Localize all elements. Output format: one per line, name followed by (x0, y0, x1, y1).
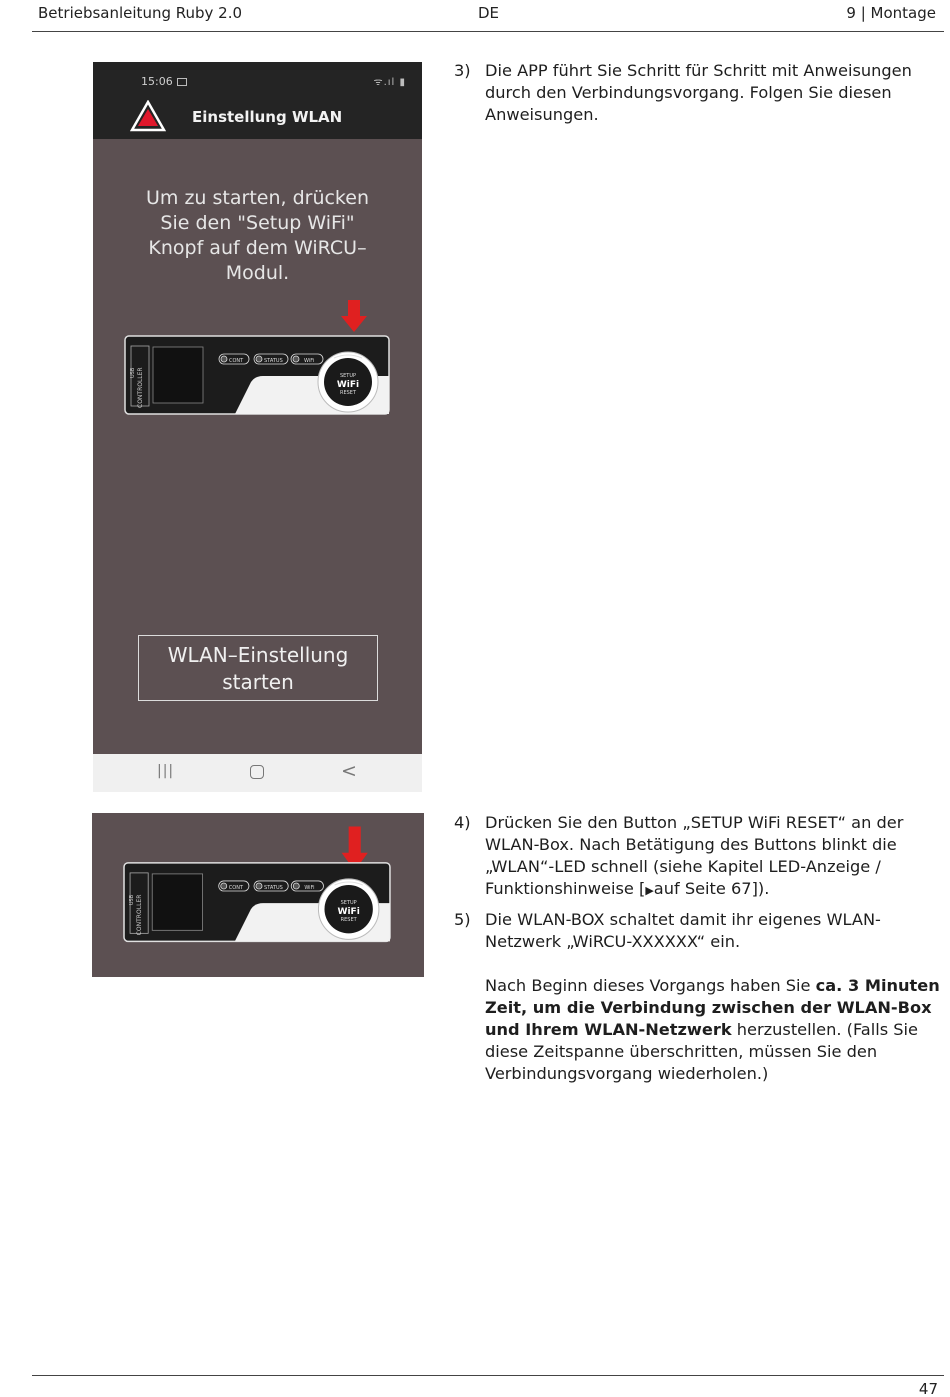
step-number: 3) (454, 61, 471, 80)
header-chapter: 9 | Montage (846, 4, 936, 22)
svg-text:RESET: RESET (340, 917, 357, 924)
back-icon[interactable]: < (341, 760, 357, 782)
svg-text:WiFi: WiFi (336, 380, 360, 390)
step-number: 4) (454, 813, 471, 832)
red-arrow-icon (341, 300, 367, 332)
page-number: 47 (918, 1380, 938, 1397)
time-note (454, 975, 940, 1085)
recent-apps-icon[interactable]: ||| (157, 763, 175, 779)
gallery-notification-icon (177, 78, 187, 86)
instruction-line: Sie den "Setup WiFi" (160, 212, 355, 234)
instruction-line: Um zu starten, drücken (146, 187, 369, 209)
svg-text:CONTROLLER: CONTROLLER (137, 367, 144, 408)
module-closeup-image (92, 813, 424, 977)
note-text: Nach Beginn dieses Vorgangs haben Sie (485, 976, 816, 995)
signal-battery-icon: ᯤ.ıl ▮ (373, 77, 406, 88)
status-time: 15:06 (141, 75, 173, 88)
header-document-title: Betriebsanleitung Ruby 2.0 (38, 4, 243, 22)
step-item (454, 909, 940, 953)
svg-text:USB: USB (129, 894, 136, 906)
wircu-module-illustration (123, 300, 393, 420)
step-text: Die APP führt Sie Schritt für Schritt mit Anweisungen durch den Verbindungsvorgang. Folgen Sie diesen Anweisungen. (485, 61, 912, 124)
step-text: Die WLAN-BOX schaltet damit ihr eigenes WLAN-Netzwerk „WiRCU-XXXXXX“ ein. (485, 910, 881, 951)
note-bold-text: ca. 3 Minuten Zeit, um die Verbindung zwischen der WLAN-Box und Ihrem WLAN-Netzwerk (485, 976, 940, 1039)
instruction-line: Knopf auf dem WiRCU– (148, 237, 367, 259)
page-link-arrow-icon[interactable]: ▶ (645, 884, 654, 897)
start-button-line: starten (222, 670, 294, 694)
footer-divider (32, 1375, 944, 1376)
svg-text:CONT: CONT (229, 358, 244, 364)
svg-text:WiFi: WiFi (304, 358, 315, 364)
step-number: 5) (454, 910, 471, 929)
app-logo-icon (130, 100, 166, 132)
svg-text:STATUS: STATUS (264, 885, 283, 892)
step-text: Drücken Sie den Button „SETUP WiFi RESET“ an der WLAN-Box. Nach Betätigung des Buttons blinkt die „WLAN“-LED schnell (siehe Kapitel LED-Anzeige / Funktionshinweise [ (485, 813, 904, 898)
svg-text:SETUP: SETUP (340, 900, 357, 907)
instruction-line: Modul. (225, 262, 290, 284)
setup-instruction (123, 186, 392, 286)
phone-top-bar (93, 62, 422, 139)
home-icon[interactable] (250, 765, 264, 779)
svg-text:RESET: RESET (339, 390, 357, 396)
header-language: DE (478, 4, 500, 22)
svg-text:USB: USB (130, 367, 136, 378)
app-title: Einstellung WLAN (192, 108, 343, 126)
step-text-end: ]). (751, 879, 770, 898)
wircu-module-closeup (122, 825, 394, 949)
android-nav-bar (93, 754, 422, 792)
start-button-line: WLAN–Einstellung (167, 643, 349, 667)
svg-text:WiFi: WiFi (337, 907, 360, 918)
page-reference-link[interactable]: auf Seite 67 (653, 879, 752, 898)
step-3 (454, 60, 940, 126)
svg-text:CONTROLLER: CONTROLLER (136, 894, 144, 936)
svg-text:WiFi: WiFi (304, 885, 315, 892)
step-item (454, 60, 940, 126)
note-text-end: herzustellen. (Falls Sie diese Zeitspanne überschritten, müssen Sie den Verbindungsvorgang wiederholen.) (485, 1020, 919, 1083)
svg-text:SETUP: SETUP (339, 373, 357, 379)
header-divider (32, 31, 944, 32)
steps-4-5 (454, 812, 940, 1085)
step-item (454, 812, 940, 902)
start-wlan-setup-button[interactable] (138, 635, 378, 701)
svg-text:STATUS: STATUS (264, 358, 283, 364)
phone-screenshot (93, 62, 422, 792)
svg-text:CONT: CONT (228, 885, 244, 892)
